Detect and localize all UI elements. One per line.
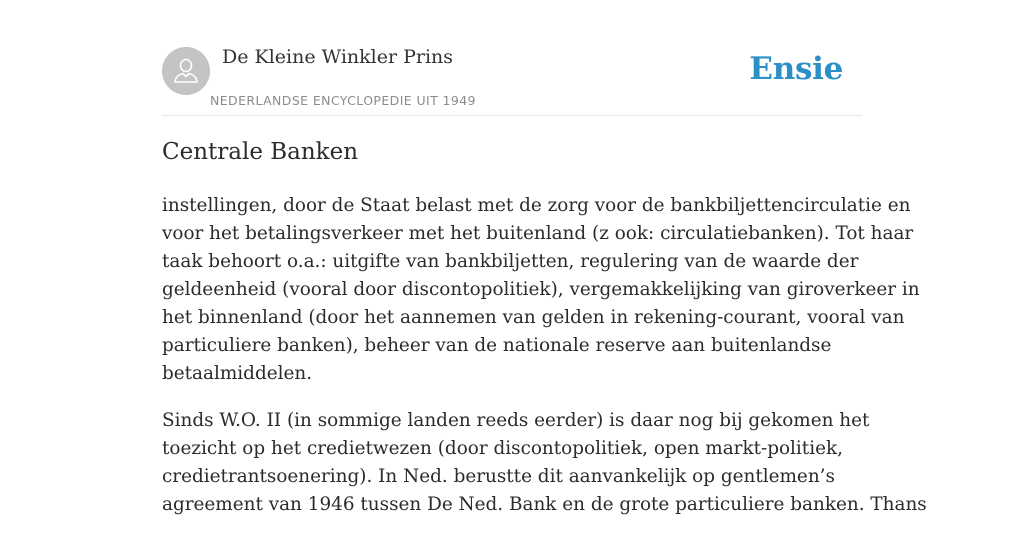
paragraph xyxy=(162,192,920,388)
text-line: taak behoort o.a.: uitgifte van bankbiljetten, regulering van de waarde der xyxy=(162,251,859,272)
text-line: toezicht op het credietwezen (door discontopolitiek, open markt-politiek, xyxy=(162,438,843,459)
text-line: particuliere banken), beheer van de nationale reserve aan buitenlandse xyxy=(162,335,832,356)
text-line: Sinds W.O. II (in sommige landen reeds eerder) is daar nog bij gekomen het xyxy=(162,410,870,431)
brand-logo[interactable]: Ensie xyxy=(749,51,843,87)
author-subtitle: NEDERLANDSE ENCYCLOPEDIE UIT 1949 xyxy=(210,93,476,108)
text-line: geldeenheid (vooral door discontopolitiek), vergemakkelijking van giroverkeer in xyxy=(162,279,920,300)
text-line: het binnenland (door het aannemen van gelden in rekening-courant, vooral van xyxy=(162,307,905,328)
text-line: voor het betalingsverkeer met het buitenland (z ook: circulatiebanken). Tot haar xyxy=(162,223,914,244)
paragraph xyxy=(162,407,927,519)
author-name[interactable]: De Kleine Winkler Prins xyxy=(222,46,454,68)
user-silhouette-icon[interactable] xyxy=(162,47,210,95)
page-header xyxy=(162,46,862,116)
text-line: instellingen, door de Staat belast met de zorg voor de bankbiljettencirculatie en xyxy=(162,195,911,216)
text-line: credietrantsoenering). In Ned. berustte dit aanvankelijk op gentlemen’s xyxy=(162,466,835,487)
text-line: agreement van 1946 tussen De Ned. Bank en de grote particuliere banken. Thans xyxy=(162,494,927,515)
article-body xyxy=(162,192,927,538)
text-line: betaalmiddelen. xyxy=(162,363,313,384)
article-title: Centrale Banken xyxy=(162,139,359,165)
